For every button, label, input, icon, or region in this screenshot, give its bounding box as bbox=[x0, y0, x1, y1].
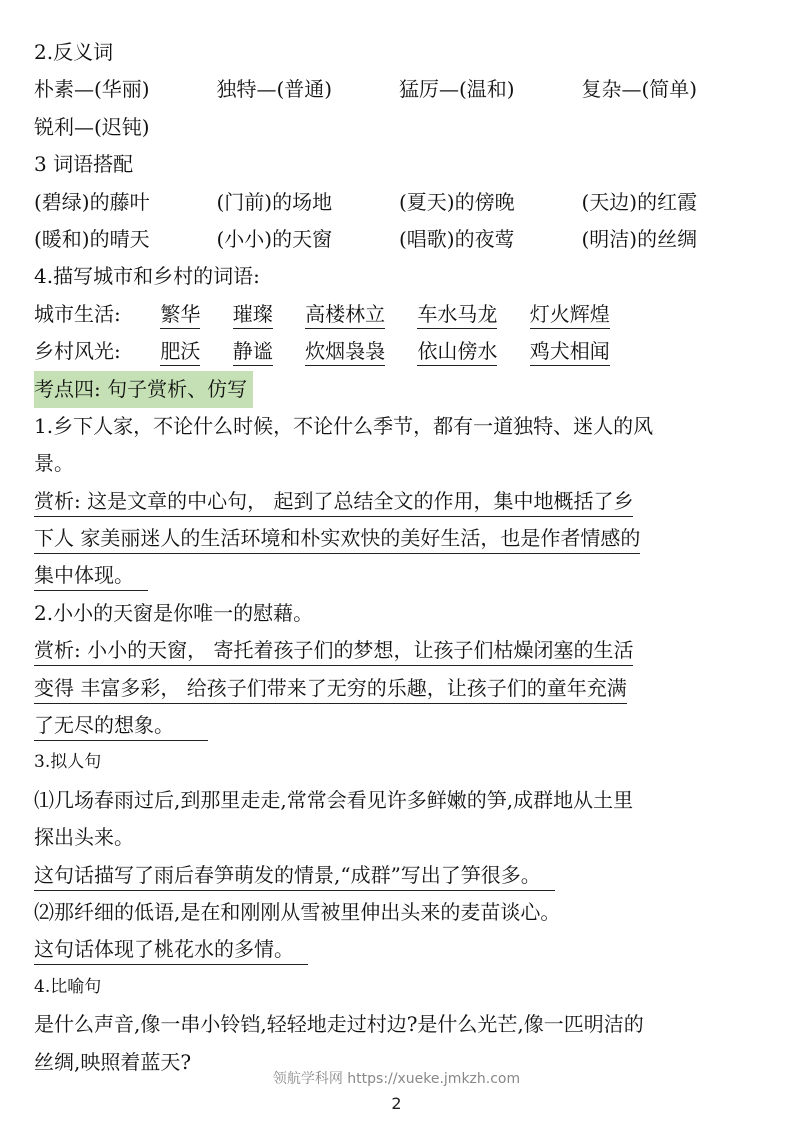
sentence-line: ⑴几场春雨过后,到那里走走,常常会看见许多鲜嫩的笋,成群地从土里 bbox=[34, 787, 634, 812]
analysis-line: 这句话体现了桃花水的多情。 bbox=[34, 934, 308, 965]
village-word: 鸡犬相闻 bbox=[530, 337, 610, 366]
analysis-line: 变得 丰富多彩， 给孩子们带来了无穷的乐趣，让孩子们的童年充满 bbox=[34, 673, 627, 704]
question-3 bbox=[34, 744, 764, 968]
city-word: 繁华 bbox=[160, 300, 200, 329]
antonym-pair: 猛厉—(温和) bbox=[399, 77, 515, 102]
city-word: 璀璨 bbox=[233, 300, 273, 329]
collocation-row bbox=[34, 221, 764, 258]
personification-heading: 3.拟人句 bbox=[34, 752, 102, 773]
metaphor-heading: 4.比喻句 bbox=[34, 976, 102, 997]
sentence-line: 1.乡下人家，不论什么时候，不论什么季节，都有一道独特、迷人的风 bbox=[34, 413, 654, 438]
city-word: 灯火辉煌 bbox=[530, 300, 610, 329]
city-word: 车水马龙 bbox=[417, 300, 497, 329]
analysis-line: 了无尽的想象。 bbox=[34, 710, 208, 741]
collocation-heading: 3 词语搭配 bbox=[34, 152, 134, 177]
kaodian-tag: 考点四: 句子赏析、仿写 bbox=[34, 371, 253, 408]
collocation-item: (天边)的红霞 bbox=[581, 189, 698, 214]
collocation-item: (唱歌)的夜莺 bbox=[399, 226, 515, 251]
question-2 bbox=[34, 595, 764, 745]
analysis-line: 集中体现。 bbox=[34, 560, 148, 591]
village-word: 炊烟袅袅 bbox=[305, 337, 385, 366]
page-number: 2 bbox=[391, 1094, 402, 1113]
village-word: 肥沃 bbox=[160, 337, 200, 366]
village-word: 依山傍水 bbox=[417, 337, 497, 366]
collocation-item: (暖和)的晴天 bbox=[34, 226, 150, 251]
antonym-row bbox=[34, 71, 764, 108]
city-words-row bbox=[34, 296, 764, 333]
city-label: 城市生活: bbox=[34, 301, 121, 326]
analysis-line: 赏析: 小小的天窗， 寄托着孩子们的梦想，让孩子们枯燥闭塞的生活 bbox=[34, 635, 633, 666]
question-1 bbox=[34, 408, 764, 595]
sentence-line: 探出头来。 bbox=[34, 825, 134, 850]
collocation-item: (小小)的天窗 bbox=[216, 226, 333, 251]
collocation-item: (碧绿)的藤叶 bbox=[34, 189, 150, 214]
collocation-row bbox=[34, 184, 764, 221]
village-word: 静谧 bbox=[233, 337, 273, 366]
sentence-line: 2.小小的天窗是你唯一的慰藉。 bbox=[34, 600, 314, 625]
sentence-line: 丝绸,映照着蓝天? bbox=[34, 1049, 192, 1074]
antonym-pair: 朴素—(华丽) bbox=[34, 77, 150, 102]
city-word: 高楼林立 bbox=[305, 300, 385, 329]
village-words-row bbox=[34, 333, 764, 370]
collocation-item: (门前)的场地 bbox=[216, 189, 333, 214]
words-heading: 4.描写城市和乡村的词语: bbox=[34, 264, 260, 289]
antonym-pair: 锐利—(迟钝) bbox=[34, 114, 150, 139]
sentence-line: 景。 bbox=[34, 451, 74, 476]
sentence-line: ⑵那纤细的低语,是在和刚刚从雪被里伸出头来的麦苗谈心。 bbox=[34, 899, 561, 924]
antonym-pair: 复杂—(简单) bbox=[581, 77, 698, 102]
analysis-line: 下人 家美丽迷人的生活环境和朴实欢快的美好生活，也是作者情感的 bbox=[34, 523, 640, 554]
analysis-line: 赏析: 这是文章的中心句， 起到了总结全文的作用，集中地概括了乡 bbox=[34, 486, 633, 517]
section-tag-row bbox=[34, 371, 764, 408]
document-page bbox=[34, 34, 764, 1081]
antonym-heading: 2.反义词 bbox=[34, 40, 114, 64]
collocation-item: (明洁)的丝绸 bbox=[581, 226, 698, 251]
village-label: 乡村风光: bbox=[34, 339, 121, 364]
antonym-row bbox=[34, 109, 764, 146]
collocation-item: (夏天)的傍晚 bbox=[399, 189, 515, 214]
footer-watermark: 领航学科网 https://xueke.jmkzh.com bbox=[272, 1071, 521, 1087]
sentence-line: 是什么声音,像一串小铃铛,轻轻地走过村边?是什么光芒,像一匹明洁的 bbox=[34, 1012, 644, 1037]
analysis-line: 这句话描写了雨后春笋萌发的情景,“成群”写出了笋很多。 bbox=[34, 860, 555, 891]
antonym-pair: 独特—(普通) bbox=[216, 77, 333, 102]
question-4 bbox=[34, 969, 764, 1081]
